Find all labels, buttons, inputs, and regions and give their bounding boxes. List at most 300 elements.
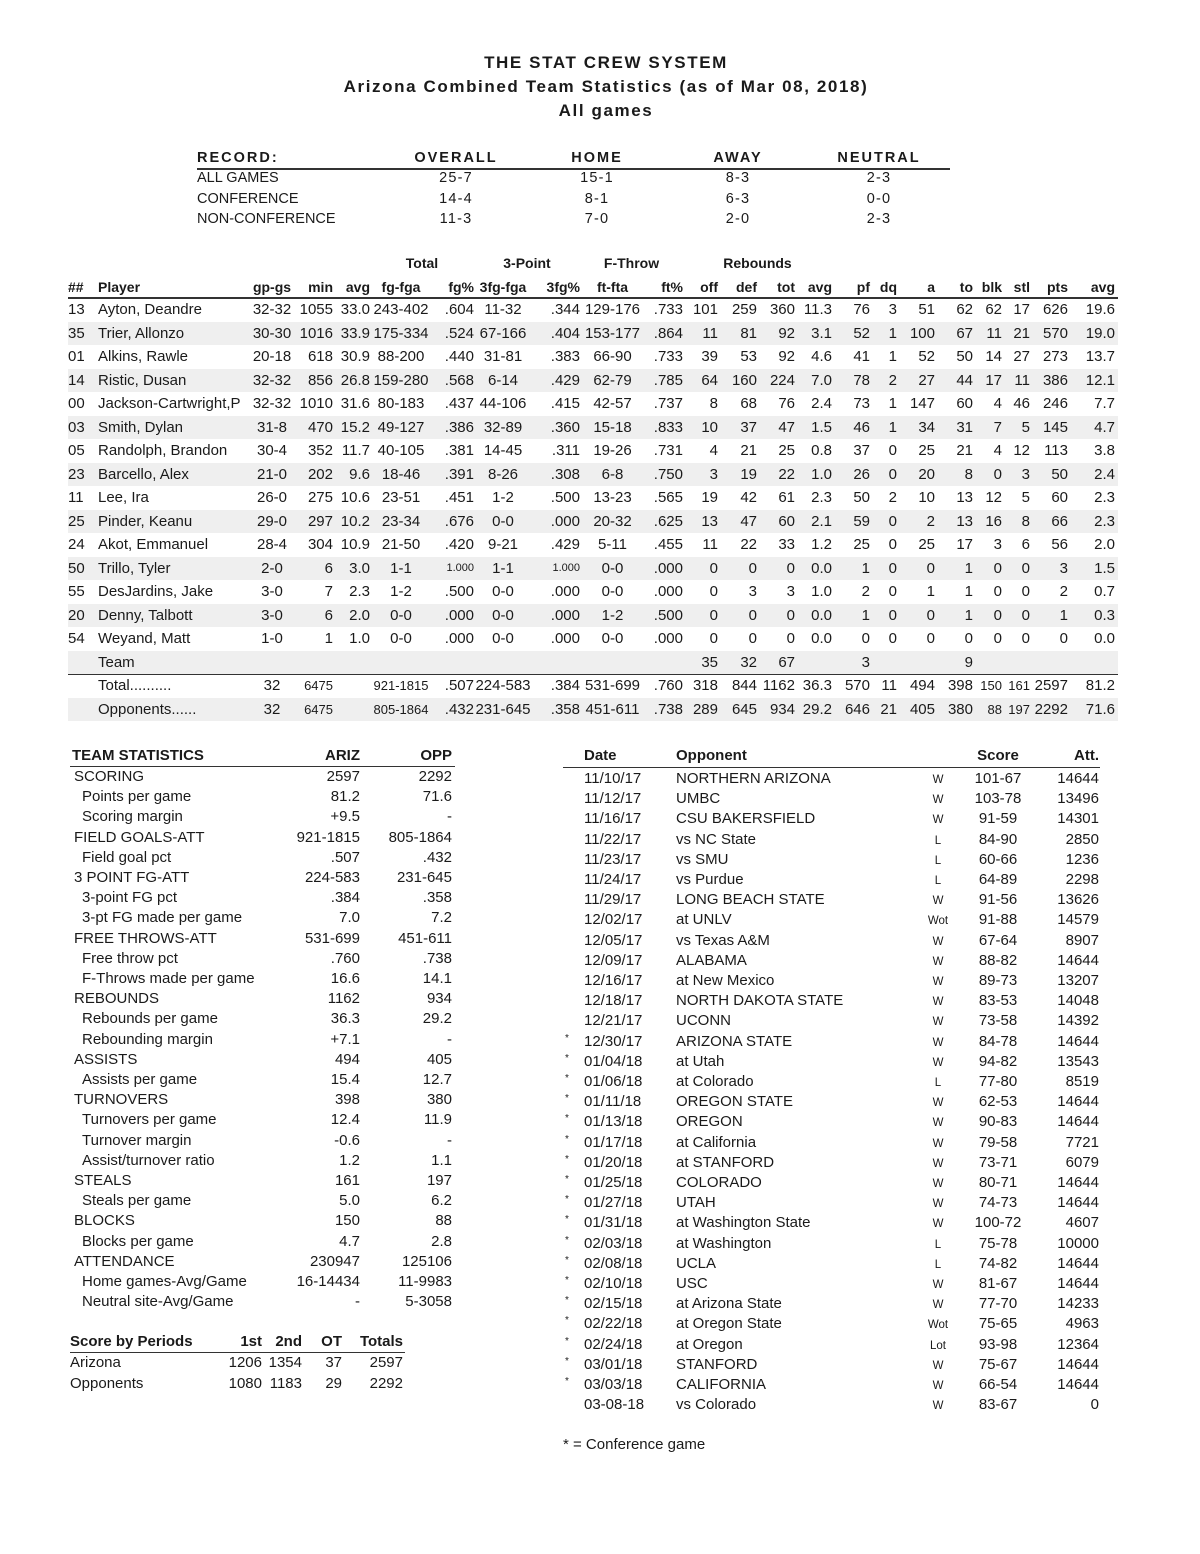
ariz-value: 230947: [309, 1252, 360, 1270]
game-attendance: 2850: [1065, 830, 1099, 848]
stat-cell: 3: [1059, 559, 1068, 577]
game-date: 11/29/17: [584, 891, 642, 909]
table-row: [68, 463, 1118, 487]
stat-cell: 7.0: [811, 371, 832, 389]
ariz-value: 12.4: [330, 1111, 360, 1129]
stat-cell: 0-0: [601, 559, 624, 577]
opponent-name: UCLA: [676, 1254, 717, 1272]
stat-cell: 12: [1013, 442, 1030, 459]
stat-cell: 2.1: [811, 512, 832, 530]
game-date: 02/03/18: [584, 1234, 643, 1252]
stat-cell: 31: [956, 418, 973, 436]
game-score: 80-71: [978, 1174, 1018, 1191]
stat-cell: 21-0: [256, 465, 288, 483]
game-score: 66-54: [978, 1376, 1018, 1393]
stat-cell: 0: [748, 559, 757, 577]
stat-cell: 0-0: [492, 512, 514, 530]
stat-cell: 12: [985, 489, 1002, 506]
game-result: W: [932, 1097, 944, 1110]
stat-label: REBOUNDS: [74, 990, 160, 1008]
stat-cell: 0: [861, 630, 870, 647]
ariz-value: 16-14434: [296, 1273, 360, 1290]
stat-cell: 147: [909, 395, 935, 412]
team-stats-header: TEAM STATISTICS: [72, 747, 204, 764]
stat-cell: .386: [444, 418, 474, 436]
ariz-value: 224-583: [304, 869, 360, 886]
column-header: a: [927, 279, 935, 295]
record-value: 14-4: [439, 190, 473, 207]
stat-cell: 62-79: [593, 371, 632, 389]
game-score: 75-78: [978, 1234, 1018, 1252]
stat-cell: 0: [748, 606, 757, 624]
table-row: [68, 416, 1118, 440]
stat-cell: 11.3: [803, 301, 832, 318]
stat-cell: 0: [786, 559, 795, 577]
stat-label: Assist/turnover ratio: [82, 1151, 215, 1169]
table-row: [68, 651, 1118, 675]
stat-label: Field goal pct: [82, 848, 172, 866]
stat-cell: 14: [985, 348, 1002, 365]
stat-cell: 1: [964, 606, 973, 624]
stat-cell: 56: [1051, 536, 1068, 553]
stat-cell: 26: [853, 465, 870, 483]
stat-cell: 32-89: [483, 418, 523, 436]
ariz-value: .384: [330, 889, 360, 907]
stat-cell: 2: [926, 512, 935, 530]
game-result: W: [932, 774, 944, 786]
table-row: [68, 439, 1118, 463]
game-attendance: 14644: [1057, 1093, 1099, 1111]
stat-cell: 25: [853, 536, 870, 553]
game-date: 02/24/18: [584, 1335, 643, 1353]
conference-marker: *: [565, 1275, 569, 1286]
game-score: 79-58: [978, 1133, 1018, 1151]
stat-cell: 243-402: [373, 301, 429, 318]
ariz-value: 16.6: [330, 970, 360, 987]
game-score: 103-78: [974, 790, 1022, 808]
game-attendance: 8519: [1065, 1073, 1099, 1090]
table-row: [68, 298, 1118, 322]
stat-cell: 25: [918, 536, 935, 553]
stat-cell: 13.7: [1085, 348, 1115, 365]
column-header: to: [959, 279, 973, 295]
stat-label: 3 POINT FG-ATT: [74, 869, 190, 886]
stat-cell: 451-611: [585, 700, 640, 718]
table-row: [68, 580, 1118, 604]
opp-value: 14.1: [422, 970, 452, 987]
game-attendance: 6079: [1065, 1153, 1099, 1171]
period-score: 29: [325, 1374, 342, 1392]
opponent-name: vs NC State: [676, 830, 757, 848]
stat-cell: 0: [993, 630, 1002, 647]
game-score: 101-67: [974, 770, 1022, 787]
opp-value: 7.2: [431, 909, 452, 927]
stat-cell: 1: [888, 418, 897, 436]
stat-label: Steals per game: [82, 1192, 192, 1210]
game-score: 93-98: [978, 1335, 1018, 1353]
stat-cell: 921-1815: [373, 678, 429, 693]
stat-cell: 3: [1021, 465, 1030, 483]
stat-cell: 0: [888, 630, 897, 647]
stat-cell: 10.6: [340, 489, 370, 506]
stat-cell: 78: [853, 371, 870, 389]
ariz-value: .760: [330, 949, 360, 967]
stat-cell: 2.4: [1094, 465, 1115, 483]
stat-cell: .381: [444, 442, 474, 459]
stat-cell: 17: [1013, 301, 1030, 318]
stat-cell: 934: [769, 700, 795, 718]
game-score: 62-53: [978, 1093, 1018, 1111]
column-header: off: [700, 279, 718, 295]
stat-cell: .500: [444, 583, 474, 600]
game-score: 91-59: [978, 810, 1018, 828]
opponent-name: at Oregon: [676, 1335, 743, 1353]
stat-cell: .451: [444, 489, 474, 506]
stat-cell: 0-0: [390, 606, 412, 624]
game-date: 02/15/18: [584, 1295, 643, 1313]
game-attendance: 12364: [1057, 1335, 1099, 1353]
stat-cell: 19-26: [593, 442, 632, 459]
opponent-name: ALABAMA: [676, 951, 747, 969]
game-date: 03/03/18: [584, 1376, 643, 1393]
stat-cell: 494: [909, 677, 935, 694]
stat-cell: 0.3: [1094, 606, 1115, 624]
column-header: 3fg-fga: [479, 279, 527, 295]
opponent-name: OREGON STATE: [676, 1093, 793, 1111]
stat-cell: .604: [444, 301, 474, 318]
stat-label: Blocks per game: [82, 1232, 194, 1250]
opp-value: 380: [426, 1091, 452, 1109]
game-score: 74-73: [978, 1194, 1018, 1212]
game-result: W: [932, 1137, 944, 1150]
stat-cell: 0: [926, 630, 935, 647]
stat-cell: 23-34: [381, 512, 421, 530]
stat-cell: .737: [653, 395, 683, 412]
stat-cell: 11-32: [484, 301, 522, 318]
game-date: 12/05/17: [584, 931, 643, 949]
opp-value: 197: [426, 1172, 452, 1189]
stat-label: Points per game: [82, 788, 192, 806]
stat-cell: 570: [1042, 324, 1068, 342]
record-header: NEUTRAL: [837, 150, 921, 166]
column-header: dq: [879, 279, 897, 295]
stat-cell: .000: [653, 559, 683, 577]
stat-cell: 2: [861, 583, 870, 600]
ariz-value: +7.1: [330, 1030, 360, 1048]
opponent-name: LONG BEACH STATE: [676, 891, 825, 909]
stat-cell: 32-32: [252, 395, 292, 412]
conference-marker: *: [565, 1032, 569, 1044]
stat-cell: 4: [709, 442, 718, 459]
stat-cell: 246: [1042, 395, 1068, 412]
opp-value: -: [447, 808, 452, 826]
conference-marker: *: [565, 1315, 569, 1327]
stat-cell: 8: [964, 465, 973, 483]
stat-cell: 386: [1042, 371, 1068, 389]
stat-cell: 3: [861, 653, 870, 671]
stat-cell: 24: [68, 536, 85, 553]
stat-cell: 0: [888, 583, 897, 600]
opponent-name: vs SMU: [676, 850, 729, 868]
opp-value: 1.1: [431, 1151, 452, 1169]
game-attendance: 0: [1090, 1396, 1099, 1414]
period-score: 2292: [369, 1374, 403, 1392]
stat-cell: 1010: [299, 395, 333, 412]
stat-cell: 9-21: [487, 536, 519, 553]
opp-value: .432: [422, 848, 452, 866]
stat-label: FREE THROWS-ATT: [74, 929, 217, 947]
stat-cell: 3.1: [811, 324, 832, 342]
totals-row: [68, 674, 1118, 698]
game-result: W: [932, 935, 944, 948]
table-row: [68, 557, 1118, 581]
stat-cell: .000: [550, 606, 580, 624]
game-date: 12/30/17: [584, 1032, 643, 1050]
game-score: 83-67: [978, 1396, 1018, 1414]
stat-cell: 0: [1021, 606, 1030, 624]
stat-cell: 26.8: [340, 371, 370, 389]
opp-value: 2292: [418, 768, 452, 785]
opponent-name: UCONN: [676, 1012, 731, 1030]
opponent-name: at Colorado: [676, 1073, 754, 1090]
record-value: 2-3: [866, 211, 892, 227]
stat-cell: 37: [740, 418, 757, 436]
stat-cell: 0: [964, 630, 973, 647]
stat-cell: 0: [993, 559, 1002, 577]
game-date: 03-08-18: [584, 1396, 645, 1414]
game-attendance: 14644: [1057, 1174, 1099, 1191]
game-date: 02/22/18: [584, 1315, 643, 1333]
opponent-name: OREGON: [676, 1113, 743, 1131]
game-result: W: [932, 1056, 944, 1069]
game-date: 01/11/18: [584, 1093, 642, 1111]
stat-cell: 22: [740, 536, 757, 553]
stat-cell: 61: [778, 489, 795, 506]
stat-cell: .738: [653, 700, 683, 718]
opp-value: 805-1864: [388, 828, 452, 846]
game-date: 02/08/18: [584, 1254, 643, 1272]
stat-cell: .507: [444, 677, 474, 694]
game-attendance: 13626: [1057, 891, 1099, 909]
stat-cell: 11.7: [341, 442, 370, 459]
team-label: Opponents: [70, 1374, 144, 1392]
player-name: Lee, Ira: [98, 489, 149, 506]
periods-header: Score by Periods: [70, 1333, 193, 1350]
stat-cell: .000: [653, 583, 683, 600]
game-result: W: [932, 814, 944, 827]
stat-cell: .000: [550, 583, 580, 600]
ariz-value: 5.0: [339, 1192, 360, 1210]
game-score: 60-66: [978, 850, 1018, 868]
game-attendance: 4963: [1065, 1315, 1099, 1333]
opponent-name: vs Purdue: [676, 871, 744, 888]
stat-cell: .360: [550, 418, 580, 436]
opp-value: 11.9: [423, 1111, 452, 1129]
stat-label: TURNOVERS: [74, 1091, 169, 1109]
record-value: 8-1: [584, 190, 610, 207]
table-row: [68, 392, 1118, 416]
periods-header: 1st: [240, 1333, 262, 1350]
game-result: W: [932, 1198, 944, 1211]
stat-cell: 20: [918, 465, 935, 483]
stat-cell: .429: [550, 371, 580, 389]
stat-cell: 231-645: [475, 700, 531, 718]
stat-cell: 101: [692, 301, 718, 318]
stat-cell: 11: [881, 677, 897, 694]
stat-cell: 66: [1051, 512, 1068, 530]
stat-cell: .344: [550, 301, 580, 318]
conference-marker: *: [565, 1214, 569, 1226]
stat-cell: 49-127: [377, 418, 425, 436]
stat-cell: 42-57: [593, 395, 632, 412]
stat-cell: 71.6: [1085, 700, 1115, 718]
record-header: HOME: [571, 150, 623, 166]
stat-cell: 0: [888, 442, 897, 459]
table-row: [68, 345, 1118, 369]
stat-cell: 1.0: [811, 465, 832, 483]
game-score: 100-72: [974, 1214, 1022, 1232]
game-score: 64-89: [978, 871, 1018, 888]
record-label: CONFERENCE: [197, 190, 299, 207]
opponent-name: CALIFORNIA: [676, 1376, 767, 1393]
game-result: L: [934, 854, 942, 867]
stat-label: Turnover margin: [82, 1131, 192, 1149]
game-date: 11/16/17: [584, 810, 642, 828]
opp-value: .738: [422, 949, 452, 967]
stat-cell: .415: [550, 395, 580, 412]
game-result: W: [932, 955, 944, 968]
game-score: 91-56: [978, 891, 1018, 909]
stat-cell: 1: [888, 324, 897, 342]
stat-cell: 0: [786, 606, 795, 624]
game-result: L: [934, 1258, 942, 1271]
stat-cell: 13-23: [593, 489, 632, 506]
table-row: [68, 604, 1118, 628]
stat-cell: 570: [844, 677, 870, 694]
stat-cell: 0: [888, 606, 897, 624]
game-score: 94-82: [978, 1052, 1018, 1070]
record-value: 2-3: [866, 170, 892, 186]
stat-label: ATTENDANCE: [74, 1252, 175, 1270]
stat-cell: .524: [444, 324, 474, 342]
stat-cell: 50: [68, 559, 85, 577]
stat-label: F-Throws made per game: [82, 970, 255, 987]
stat-cell: 470: [307, 418, 333, 436]
period-score: 1354: [268, 1354, 302, 1371]
stat-cell: 1.000: [552, 561, 580, 574]
stat-cell: 47: [778, 418, 795, 436]
stat-cell: 197: [1008, 701, 1030, 717]
stat-cell: 4: [993, 442, 1002, 459]
stat-cell: 92: [778, 348, 795, 365]
game-result: L: [934, 1077, 942, 1089]
stat-cell: 13: [956, 512, 973, 530]
record-value: 6-3: [725, 190, 751, 207]
stat-cell: .420: [444, 536, 474, 553]
stat-cell: 1.5: [1094, 559, 1115, 577]
stat-cell: 32-32: [252, 371, 292, 389]
stat-cell: 44-106: [479, 395, 527, 412]
game-score: 90-83: [978, 1113, 1018, 1131]
column-group-header: Total: [405, 255, 439, 271]
ariz-value: 1162: [327, 990, 360, 1008]
stat-cell: .440: [444, 348, 474, 365]
stat-cell: 62: [985, 301, 1002, 318]
stat-cell: 0: [888, 512, 897, 530]
player-name: Total..........: [98, 677, 172, 694]
column-header: pts: [1047, 279, 1068, 295]
stat-cell: 0-0: [492, 583, 514, 600]
stat-cell: 76: [778, 395, 795, 412]
stat-cell: 6-14: [487, 371, 519, 389]
stat-cell: 1-1: [390, 559, 412, 577]
stat-cell: 51: [918, 301, 935, 318]
column-group-header: 3-Point: [503, 255, 551, 271]
stat-cell: 3: [993, 536, 1002, 553]
game-date: 01/20/18: [584, 1153, 643, 1171]
ariz-value: .507: [330, 848, 360, 866]
stat-cell: 92: [778, 324, 795, 342]
column-header: Player: [98, 279, 141, 295]
stat-label: 3-point FG pct: [82, 889, 178, 907]
stat-cell: 0-0: [601, 583, 624, 600]
game-result: L: [934, 875, 942, 887]
stat-cell: 0.0: [811, 606, 832, 624]
stat-cell: 289: [692, 700, 718, 718]
stat-cell: 6475: [304, 701, 333, 717]
stat-cell: 59: [853, 512, 870, 530]
conference-marker: *: [565, 1113, 569, 1125]
stat-cell: 646: [844, 700, 870, 718]
stat-cell: 62: [956, 301, 973, 318]
stat-cell: 0: [1021, 630, 1030, 647]
ariz-value: -: [355, 1293, 360, 1311]
opp-value: 451-611: [398, 929, 452, 947]
conference-marker: *: [565, 1153, 569, 1165]
game-attendance: 14233: [1057, 1295, 1099, 1313]
ariz-value: 36.3: [330, 1010, 360, 1028]
stat-cell: .000: [550, 630, 580, 647]
game-date: 01/17/18: [584, 1133, 643, 1151]
footnote: * = Conference game: [563, 1436, 706, 1453]
game-result: W: [932, 895, 944, 908]
stat-cell: 11: [1014, 371, 1030, 389]
stat-cell: 13: [701, 512, 718, 530]
stat-cell: .676: [444, 512, 474, 530]
stat-cell: 175-334: [373, 324, 429, 342]
stat-cell: 13: [68, 301, 85, 318]
stat-cell: 14-45: [483, 442, 523, 459]
stat-cell: .785: [653, 371, 683, 389]
stat-label: Turnovers per game: [82, 1111, 217, 1129]
stat-cell: 224-583: [475, 677, 531, 694]
opponent-name: ARIZONA STATE: [676, 1032, 793, 1050]
opponent-name: at California: [676, 1133, 757, 1151]
opponent-name: at Washington: [676, 1234, 772, 1252]
stat-cell: 1.2: [811, 536, 832, 553]
stat-label: FIELD GOALS-ATT: [74, 828, 205, 846]
stat-cell: 2.3: [1094, 512, 1115, 530]
stat-cell: 7: [324, 583, 333, 600]
stat-cell: 0: [888, 536, 897, 553]
opp-value: 934: [426, 990, 452, 1008]
stat-cell: 0.7: [1094, 583, 1115, 600]
stat-cell: 1: [324, 630, 333, 647]
opponent-name: UMBC: [676, 790, 721, 808]
conference-marker: *: [565, 1376, 569, 1387]
stat-label: Rebounds per game: [82, 1010, 218, 1028]
column-header: tot: [777, 279, 795, 295]
